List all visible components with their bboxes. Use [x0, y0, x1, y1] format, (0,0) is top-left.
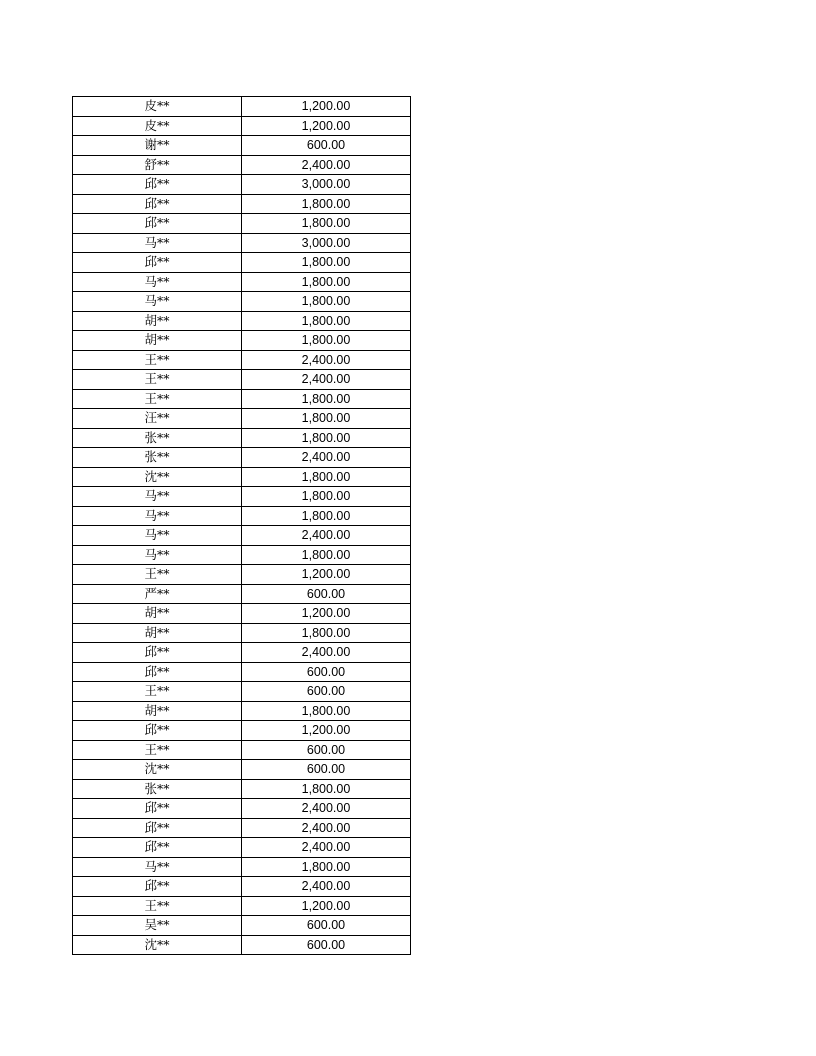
amount-cell: 2,400.00	[242, 818, 411, 838]
amount-cell: 1,800.00	[242, 487, 411, 507]
table-row	[73, 799, 411, 819]
name-cell: 邱**	[73, 799, 242, 819]
name-cell: 王**	[73, 565, 242, 585]
amount-cell: 600.00	[242, 584, 411, 604]
amount-cell: 1,800.00	[242, 214, 411, 234]
name-cell: 皮**	[73, 116, 242, 136]
table-row	[73, 311, 411, 331]
table-row	[73, 389, 411, 409]
table-row	[73, 331, 411, 351]
table-row	[73, 565, 411, 585]
name-cell: 王**	[73, 682, 242, 702]
amount-cell: 1,800.00	[242, 194, 411, 214]
table-row	[73, 175, 411, 195]
amount-cell: 2,400.00	[242, 643, 411, 663]
amount-cell: 600.00	[242, 662, 411, 682]
amount-cell: 3,000.00	[242, 233, 411, 253]
table-row	[73, 409, 411, 429]
amount-cell: 1,200.00	[242, 116, 411, 136]
table-row	[73, 487, 411, 507]
table-row	[73, 623, 411, 643]
table-row	[73, 194, 411, 214]
name-cell: 舒**	[73, 155, 242, 175]
name-cell: 邱**	[73, 877, 242, 897]
amount-cell: 1,800.00	[242, 506, 411, 526]
name-cell: 谢**	[73, 136, 242, 156]
table-row	[73, 896, 411, 916]
amount-cell: 600.00	[242, 916, 411, 936]
name-cell: 王**	[73, 389, 242, 409]
name-cell: 马**	[73, 487, 242, 507]
amount-cell: 1,800.00	[242, 389, 411, 409]
amount-cell: 600.00	[242, 136, 411, 156]
amount-cell: 1,200.00	[242, 604, 411, 624]
table-row	[73, 838, 411, 858]
table-row	[73, 682, 411, 702]
name-cell: 王**	[73, 370, 242, 390]
table-row	[73, 467, 411, 487]
name-cell: 严**	[73, 584, 242, 604]
name-cell: 胡**	[73, 701, 242, 721]
amount-cell: 2,400.00	[242, 526, 411, 546]
table-row	[73, 545, 411, 565]
table-row	[73, 214, 411, 234]
amount-cell: 1,800.00	[242, 467, 411, 487]
name-cell: 邱**	[73, 643, 242, 663]
amount-cell: 1,800.00	[242, 779, 411, 799]
amount-cell: 1,200.00	[242, 565, 411, 585]
name-cell: 沈**	[73, 935, 242, 955]
table-row	[73, 370, 411, 390]
name-cell: 马**	[73, 233, 242, 253]
amount-cell: 1,800.00	[242, 623, 411, 643]
name-cell: 胡**	[73, 311, 242, 331]
table-row	[73, 818, 411, 838]
amount-cell: 2,400.00	[242, 799, 411, 819]
name-cell: 邱**	[73, 818, 242, 838]
name-cell: 王**	[73, 350, 242, 370]
amount-cell: 1,800.00	[242, 857, 411, 877]
name-cell: 马**	[73, 506, 242, 526]
table-row	[73, 116, 411, 136]
amount-cell: 1,800.00	[242, 428, 411, 448]
name-cell: 汪**	[73, 409, 242, 429]
name-cell: 沈**	[73, 760, 242, 780]
amount-cell: 1,800.00	[242, 272, 411, 292]
table-row	[73, 136, 411, 156]
table-row	[73, 155, 411, 175]
table-row	[73, 740, 411, 760]
name-cell: 胡**	[73, 331, 242, 351]
amount-cell: 2,400.00	[242, 877, 411, 897]
name-cell: 皮**	[73, 97, 242, 117]
name-cell: 邱**	[73, 838, 242, 858]
name-cell: 胡**	[73, 623, 242, 643]
amount-cell: 1,200.00	[242, 721, 411, 741]
table-row	[73, 604, 411, 624]
table-row	[73, 701, 411, 721]
table-row	[73, 272, 411, 292]
name-cell: 邱**	[73, 175, 242, 195]
amount-cell: 1,200.00	[242, 896, 411, 916]
name-cell: 马**	[73, 857, 242, 877]
name-cell: 王**	[73, 740, 242, 760]
name-cell: 胡**	[73, 604, 242, 624]
table-row	[73, 760, 411, 780]
amount-cell: 1,800.00	[242, 253, 411, 273]
name-cell: 马**	[73, 272, 242, 292]
name-cell: 邱**	[73, 721, 242, 741]
table-row	[73, 643, 411, 663]
table-row	[73, 448, 411, 468]
name-cell: 张**	[73, 428, 242, 448]
table-row	[73, 584, 411, 604]
amount-cell: 600.00	[242, 740, 411, 760]
table-row	[73, 292, 411, 312]
amount-cell: 2,400.00	[242, 350, 411, 370]
name-cell: 邱**	[73, 194, 242, 214]
amount-cell: 1,800.00	[242, 311, 411, 331]
amount-cell: 1,800.00	[242, 409, 411, 429]
name-cell: 吴**	[73, 916, 242, 936]
name-cell: 马**	[73, 545, 242, 565]
table-row	[73, 350, 411, 370]
amount-cell: 2,400.00	[242, 155, 411, 175]
table-row	[73, 428, 411, 448]
name-cell: 邱**	[73, 214, 242, 234]
amount-cell: 3,000.00	[242, 175, 411, 195]
name-cell: 张**	[73, 779, 242, 799]
name-cell: 王**	[73, 896, 242, 916]
amount-cell: 600.00	[242, 935, 411, 955]
table-row	[73, 877, 411, 897]
table-row	[73, 779, 411, 799]
table-row	[73, 857, 411, 877]
name-cell: 邱**	[73, 662, 242, 682]
name-cell: 马**	[73, 526, 242, 546]
table-row	[73, 253, 411, 273]
amount-cell: 1,800.00	[242, 545, 411, 565]
table-row	[73, 233, 411, 253]
amount-cell: 2,400.00	[242, 838, 411, 858]
name-cell: 马**	[73, 292, 242, 312]
name-cell: 张**	[73, 448, 242, 468]
table-row	[73, 662, 411, 682]
amount-cell: 1,800.00	[242, 292, 411, 312]
amount-cell: 2,400.00	[242, 448, 411, 468]
table-row	[73, 506, 411, 526]
amount-cell: 1,200.00	[242, 97, 411, 117]
payment-table	[72, 96, 411, 955]
table-row	[73, 721, 411, 741]
table-row	[73, 526, 411, 546]
table-row	[73, 935, 411, 955]
amount-cell: 2,400.00	[242, 370, 411, 390]
table-body	[73, 97, 411, 955]
amount-cell: 600.00	[242, 682, 411, 702]
amount-cell: 600.00	[242, 760, 411, 780]
table-row	[73, 97, 411, 117]
table-row	[73, 916, 411, 936]
name-cell: 沈**	[73, 467, 242, 487]
amount-cell: 1,800.00	[242, 331, 411, 351]
amount-cell: 1,800.00	[242, 701, 411, 721]
name-cell: 邱**	[73, 253, 242, 273]
